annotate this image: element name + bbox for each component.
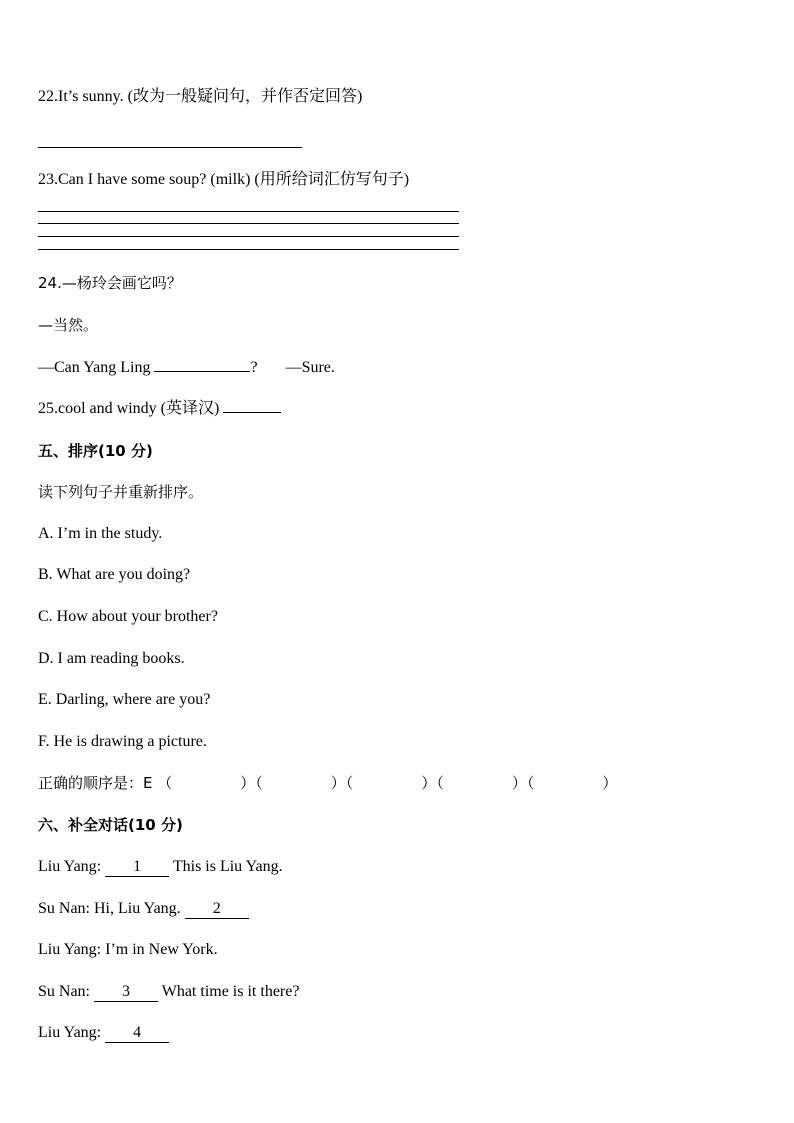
sentence-a-text: A. I’m in the study.: [38, 525, 163, 542]
sentence-f: [38, 731, 207, 753]
question-25-text: 25.cool and windy (英译汉): [38, 400, 220, 417]
sentence-e: [38, 689, 210, 711]
question-24-cn: [38, 272, 182, 294]
dialogue-speaker: Su Nan:: [38, 983, 90, 1000]
section-5-instruction-text: 读下列句子并重新排序。: [38, 483, 204, 501]
order-paren: （: [157, 774, 173, 792]
sentence-a: [38, 523, 162, 545]
section-5-instruction: [38, 481, 203, 503]
dialogue-speaker: Liu Yang:: [38, 1024, 102, 1041]
sentence-f-text: F. He is drawing a picture.: [38, 733, 207, 750]
dialogue-text: This is Liu Yang.: [172, 858, 283, 875]
question-24-cn-answer-text: —当然。: [38, 316, 99, 334]
question-24-cn-text: 24.—杨玲会画它吗？: [38, 274, 182, 292]
dialogue-line-3: [38, 939, 218, 961]
order-label: 正确的顺序是：E: [38, 774, 153, 792]
answer-line-22[interactable]: [38, 147, 302, 148]
question-25: [38, 398, 281, 420]
dialogue-speaker: Liu Yang: I’m in New York.: [38, 941, 218, 958]
sentence-d: [38, 648, 185, 670]
order-paren: ）（: [240, 774, 263, 792]
dialogue-line-4: [38, 981, 299, 1003]
answer-blank-24[interactable]: [154, 371, 250, 372]
dialogue-line-5: [38, 1022, 169, 1044]
question-24-en-answer: —Sure.: [285, 359, 335, 376]
question-22-text: 22.It’s sunny. (改为一般疑问句，并作否定回答): [38, 88, 363, 105]
section-6-heading-text: 六、补全对话(10 分): [38, 816, 183, 834]
sentence-c: [38, 606, 218, 628]
answer-line-23-1[interactable]: [38, 211, 459, 212]
dialogue-blank-4[interactable]: 4: [105, 1024, 169, 1043]
answer-line-23-2[interactable]: [38, 223, 459, 224]
question-24-en-prefix: —Can Yang Ling: [38, 359, 151, 376]
dialogue-speaker: Su Nan: Hi, Liu Yang.: [38, 900, 181, 917]
dialogue-line-1: [38, 856, 283, 878]
order-answer-row: [38, 772, 617, 794]
section-5-heading: [38, 440, 153, 462]
question-23: [38, 169, 409, 191]
section-6-heading: [38, 814, 183, 836]
question-24-en: [38, 357, 335, 379]
order-paren: ）（: [421, 774, 444, 792]
question-23-text: 23.Can I have some soup? (milk) (用所给词汇仿写句子): [38, 171, 410, 188]
dialogue-blank-2[interactable]: 2: [185, 900, 249, 919]
dialogue-line-2: [38, 898, 249, 920]
sentence-d-text: D. I am reading books.: [38, 650, 185, 667]
sentence-c-text: C. How about your brother?: [38, 608, 218, 625]
dialogue-blank-3[interactable]: 3: [94, 983, 158, 1002]
order-paren: ）（: [511, 774, 535, 792]
question-24-qmark: ?: [250, 359, 258, 376]
section-5-heading-text: 五、排序(10 分): [38, 442, 153, 460]
dialogue-speaker: Liu Yang:: [38, 858, 102, 875]
answer-line-23-3[interactable]: [38, 236, 459, 237]
dialogue-blank-1[interactable]: 1: [105, 858, 169, 877]
dialogue-text: What time is it there?: [161, 983, 300, 1000]
answer-blank-25[interactable]: [223, 412, 281, 413]
order-paren: ）（: [330, 774, 354, 792]
sentence-b-text: B. What are you doing?: [38, 566, 191, 583]
order-paren: ）: [602, 774, 618, 792]
sentence-b: [38, 564, 190, 586]
sentence-e-text: E. Darling, where are you?: [38, 691, 211, 708]
question-22: [38, 86, 362, 108]
question-24-cn-answer: [38, 314, 98, 336]
answer-line-23-4[interactable]: [38, 249, 459, 250]
